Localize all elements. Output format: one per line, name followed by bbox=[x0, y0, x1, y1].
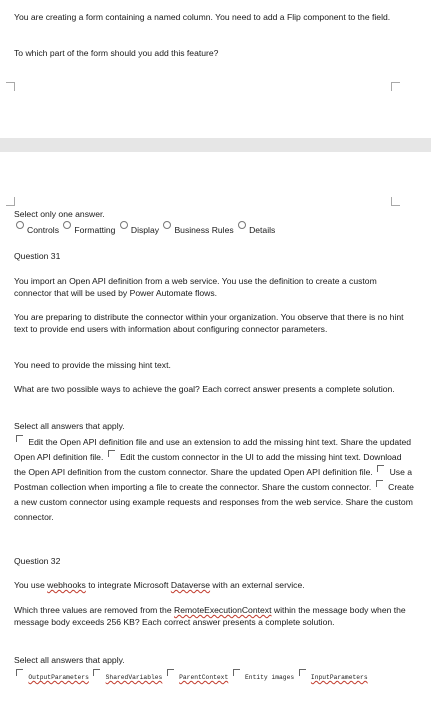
q31-paragraph-2: You are preparing to distribute the connector within your organization. You observe that there is no hint text to provide end users with information about configuring connector parameters. bbox=[14, 312, 404, 334]
q32-option-shared-variables[interactable]: SharedVariables bbox=[105, 674, 163, 681]
checkbox-icon[interactable] bbox=[299, 669, 306, 676]
radio-icon[interactable] bbox=[63, 221, 71, 229]
radio-icon[interactable] bbox=[120, 221, 128, 229]
checkbox-icon[interactable] bbox=[377, 465, 384, 472]
q32-option-output-parameters[interactable]: OutputParameters bbox=[28, 674, 89, 681]
q31-paragraph-1: You import an Open API definition from a web service. You use the definition to create a custom connector that will be used by Power Automate flows. bbox=[14, 276, 377, 298]
q32-title: Question 32 bbox=[14, 556, 61, 566]
crop-mark-top-right bbox=[391, 82, 400, 91]
q30-instruction: Select only one answer. bbox=[14, 209, 105, 219]
q30-option-formatting[interactable]: Formatting bbox=[61, 224, 115, 236]
radio-icon[interactable] bbox=[238, 221, 246, 229]
q32-paragraph-1: You use webhooks to integrate Microsoft Dataverse with an external service. bbox=[14, 580, 305, 590]
q31-option-4[interactable]: Create a new custom connector using example requests and responses from the web service. Share the custom connector. bbox=[14, 482, 414, 522]
q31-title: Question 31 bbox=[14, 251, 61, 261]
checkbox-icon[interactable] bbox=[16, 669, 23, 676]
crop-mark-bottom-left bbox=[6, 197, 15, 206]
document-page-1 bbox=[0, 0, 431, 138]
q32-instruction: Select all answers that apply. bbox=[14, 655, 125, 665]
q31-paragraph-3: You need to provide the missing hint text. bbox=[14, 360, 171, 370]
crop-mark-bottom-right bbox=[391, 197, 400, 206]
q31-instruction: Select all answers that apply. bbox=[14, 421, 125, 431]
q32-option-input-parameters[interactable]: InputParameters bbox=[310, 674, 368, 681]
q31-options bbox=[14, 435, 414, 525]
q30-scenario: You are creating a form containing a named column. You need to add a Flip component to the field. bbox=[14, 12, 391, 22]
q30-option-display[interactable]: Display bbox=[118, 224, 159, 236]
q31-option-2[interactable]: Edit the custom connector in the UI to add the missing hint text. Download the Open API definition from the custom connector. Share the updated Open API definition file. bbox=[14, 452, 402, 477]
radio-icon[interactable] bbox=[163, 221, 171, 229]
checkbox-icon[interactable] bbox=[233, 669, 240, 676]
q30-options bbox=[14, 223, 414, 236]
crop-mark-top-left bbox=[6, 82, 15, 91]
q32-option-entity-images[interactable]: Entity images bbox=[245, 674, 295, 681]
checkbox-icon[interactable] bbox=[167, 669, 174, 676]
q32-option-parent-context[interactable]: ParentContext bbox=[179, 674, 229, 681]
checkbox-icon[interactable] bbox=[108, 450, 115, 457]
q30-option-controls[interactable]: Controls bbox=[14, 224, 59, 236]
q31-option-1[interactable]: Edit the Open API definition file and use an extension to add the missing hint text. Share the updated Open API definition file. bbox=[14, 437, 412, 462]
q32-paragraph-2: Which three values are removed from the RemoteExecutionContext within the message body when the message body exceeds 256 KB? Each correct answer presents a complete solution. bbox=[14, 605, 406, 627]
q31-option-3[interactable]: Use a Postman collection when importing a file to create the connector. Share the custom connector. bbox=[14, 467, 413, 492]
q31-paragraph-4: What are two possible ways to achieve the goal? Each correct answer presents a complete solution. bbox=[14, 384, 395, 394]
q30-question: To which part of the form should you add this feature? bbox=[14, 48, 219, 58]
q30-option-details[interactable]: Details bbox=[236, 224, 275, 236]
radio-icon[interactable] bbox=[16, 221, 24, 229]
checkbox-icon[interactable] bbox=[93, 669, 100, 676]
q32-options bbox=[14, 669, 414, 685]
checkbox-icon[interactable] bbox=[376, 480, 383, 487]
page-gap bbox=[0, 138, 431, 152]
q30-option-business-rules[interactable]: Business Rules bbox=[161, 224, 233, 236]
checkbox-icon[interactable] bbox=[16, 435, 23, 442]
document-page-2 bbox=[0, 152, 431, 721]
